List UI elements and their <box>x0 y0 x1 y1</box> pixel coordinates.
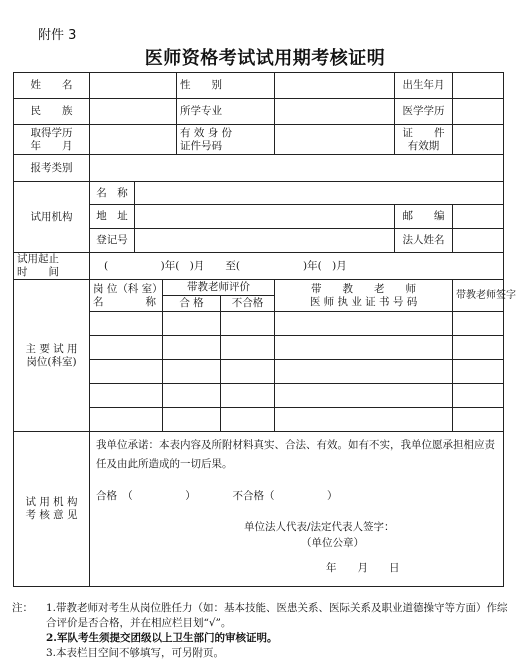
field-pass[interactable] <box>163 336 221 360</box>
field-major[interactable] <box>275 99 395 125</box>
header-pass: 合 格 <box>163 296 221 312</box>
field-fail[interactable] <box>221 408 275 432</box>
field-teacher-sign[interactable] <box>453 336 504 360</box>
field-teacher-sign[interactable] <box>453 408 504 432</box>
assessment-form <box>13 72 517 587</box>
field-post-name[interactable] <box>90 336 163 360</box>
label-name: 姓 名 <box>14 73 90 99</box>
field-teacher-cert[interactable] <box>275 312 453 336</box>
label-major: 所学专业 <box>177 99 275 125</box>
field-ethnicity[interactable] <box>90 99 177 125</box>
header-post-name: 岗 位（科 室） 名 称 <box>90 280 163 312</box>
field-pass[interactable] <box>163 384 221 408</box>
field-legal-rep[interactable] <box>453 229 504 253</box>
note-item <box>12 601 512 631</box>
header-fail: 不合格 <box>221 296 275 312</box>
field-pass[interactable] <box>163 408 221 432</box>
label-id-number: 有 效 身 份 证件号码 <box>177 125 275 155</box>
label-gender: 性 别 <box>177 73 275 99</box>
field-teacher-sign[interactable] <box>453 360 504 384</box>
field-fail[interactable] <box>221 336 275 360</box>
field-degree[interactable] <box>453 99 504 125</box>
field-gender[interactable] <box>275 73 395 99</box>
label-positions: 主 要 试 用 岗位(科室) <box>14 280 90 432</box>
field-name[interactable] <box>90 73 177 99</box>
field-postcode[interactable] <box>453 205 504 229</box>
note-item <box>12 631 512 646</box>
field-post-name[interactable] <box>90 360 163 384</box>
field-reg-no[interactable] <box>135 229 395 253</box>
field-trial-period[interactable]: ( )年( )月 至( )年( )月 <box>90 253 504 280</box>
label-reg-no: 登记号 <box>90 229 135 253</box>
pass-option[interactable]: 合格 （ ） <box>96 490 191 502</box>
label-trial-period: 试用起止 时 间 <box>14 253 90 280</box>
header-teacher-cert: 带 教 老 师 医 师 执 业 证 书 号 码 <box>275 280 453 312</box>
seal-label: （单位公章） <box>301 537 364 550</box>
field-post-name[interactable] <box>90 408 163 432</box>
field-inst-address[interactable] <box>135 205 395 229</box>
opinion-cell[interactable] <box>90 432 504 587</box>
label-inst-name: 名 称 <box>90 182 135 205</box>
notes-label: 注： <box>12 602 33 614</box>
field-teacher-cert[interactable] <box>275 360 453 384</box>
field-teacher-cert[interactable] <box>275 408 453 432</box>
header-teacher-eval: 带教老师评价 <box>163 280 275 296</box>
field-id-number[interactable] <box>275 125 395 155</box>
label-birth: 出生年月 <box>395 73 453 99</box>
date-label: 年 月 日 <box>326 561 400 574</box>
field-teacher-cert[interactable] <box>275 384 453 408</box>
label-opinion: 试 用 机 构 考 核 意 见 <box>14 432 90 587</box>
notes <box>12 601 512 661</box>
note-1: 1.带教老师对考生从岗位胜任力（如：基本技能、医患关系、医际关系及职业道德操守等方面）作综合评价是否合格，并在相应栏目划“√”。 <box>46 602 508 629</box>
opinion-result-row <box>96 490 497 503</box>
label-degree-date: 取得学历 年 月 <box>14 125 90 155</box>
label-inst-address: 地 址 <box>90 205 135 229</box>
label-legal-rep: 法人姓名 <box>395 229 453 253</box>
field-teacher-cert[interactable] <box>275 336 453 360</box>
fail-option[interactable]: 不合格（ ） <box>232 490 338 502</box>
field-post-name[interactable] <box>90 384 163 408</box>
attachment-number: 附件 3 <box>38 28 77 43</box>
field-exam-category[interactable] <box>90 155 504 182</box>
form-title: 医师资格考试试用期考核证明 <box>144 48 386 69</box>
field-fail[interactable] <box>221 384 275 408</box>
signature-label: 单位法人代表/法定代表人签字： <box>244 520 395 533</box>
field-teacher-sign[interactable] <box>453 384 504 408</box>
note-item <box>12 646 512 661</box>
label-degree: 医学学历 <box>395 99 453 125</box>
field-degree-date[interactable] <box>90 125 177 155</box>
label-institution: 试用机构 <box>14 182 90 253</box>
label-ethnicity: 民 族 <box>14 99 90 125</box>
header-teacher-sign: 带教老师签字 <box>453 280 504 312</box>
field-fail[interactable] <box>221 312 275 336</box>
field-inst-name[interactable] <box>135 182 504 205</box>
field-post-name[interactable] <box>90 312 163 336</box>
field-birth[interactable] <box>453 73 504 99</box>
field-fail[interactable] <box>221 360 275 384</box>
label-cert-valid: 证 件 有效期 <box>395 125 453 155</box>
note-2: 2.军队考生须提交团级以上卫生部门的审核证明。 <box>46 632 278 644</box>
commitment-text: 我单位承诺：本表内容及所附材料真实、合法、有效。如有不实，我单位愿承担相应责任及由此所造成的一切后果。 <box>96 439 495 470</box>
field-cert-valid[interactable] <box>453 125 504 155</box>
label-exam-category: 报考类别 <box>14 155 90 182</box>
note-3: 3.本表栏目空间不够填写，可另附页。 <box>46 647 225 659</box>
field-teacher-sign[interactable] <box>453 312 504 336</box>
field-pass[interactable] <box>163 360 221 384</box>
field-pass[interactable] <box>163 312 221 336</box>
label-postcode: 邮 编 <box>395 205 453 229</box>
